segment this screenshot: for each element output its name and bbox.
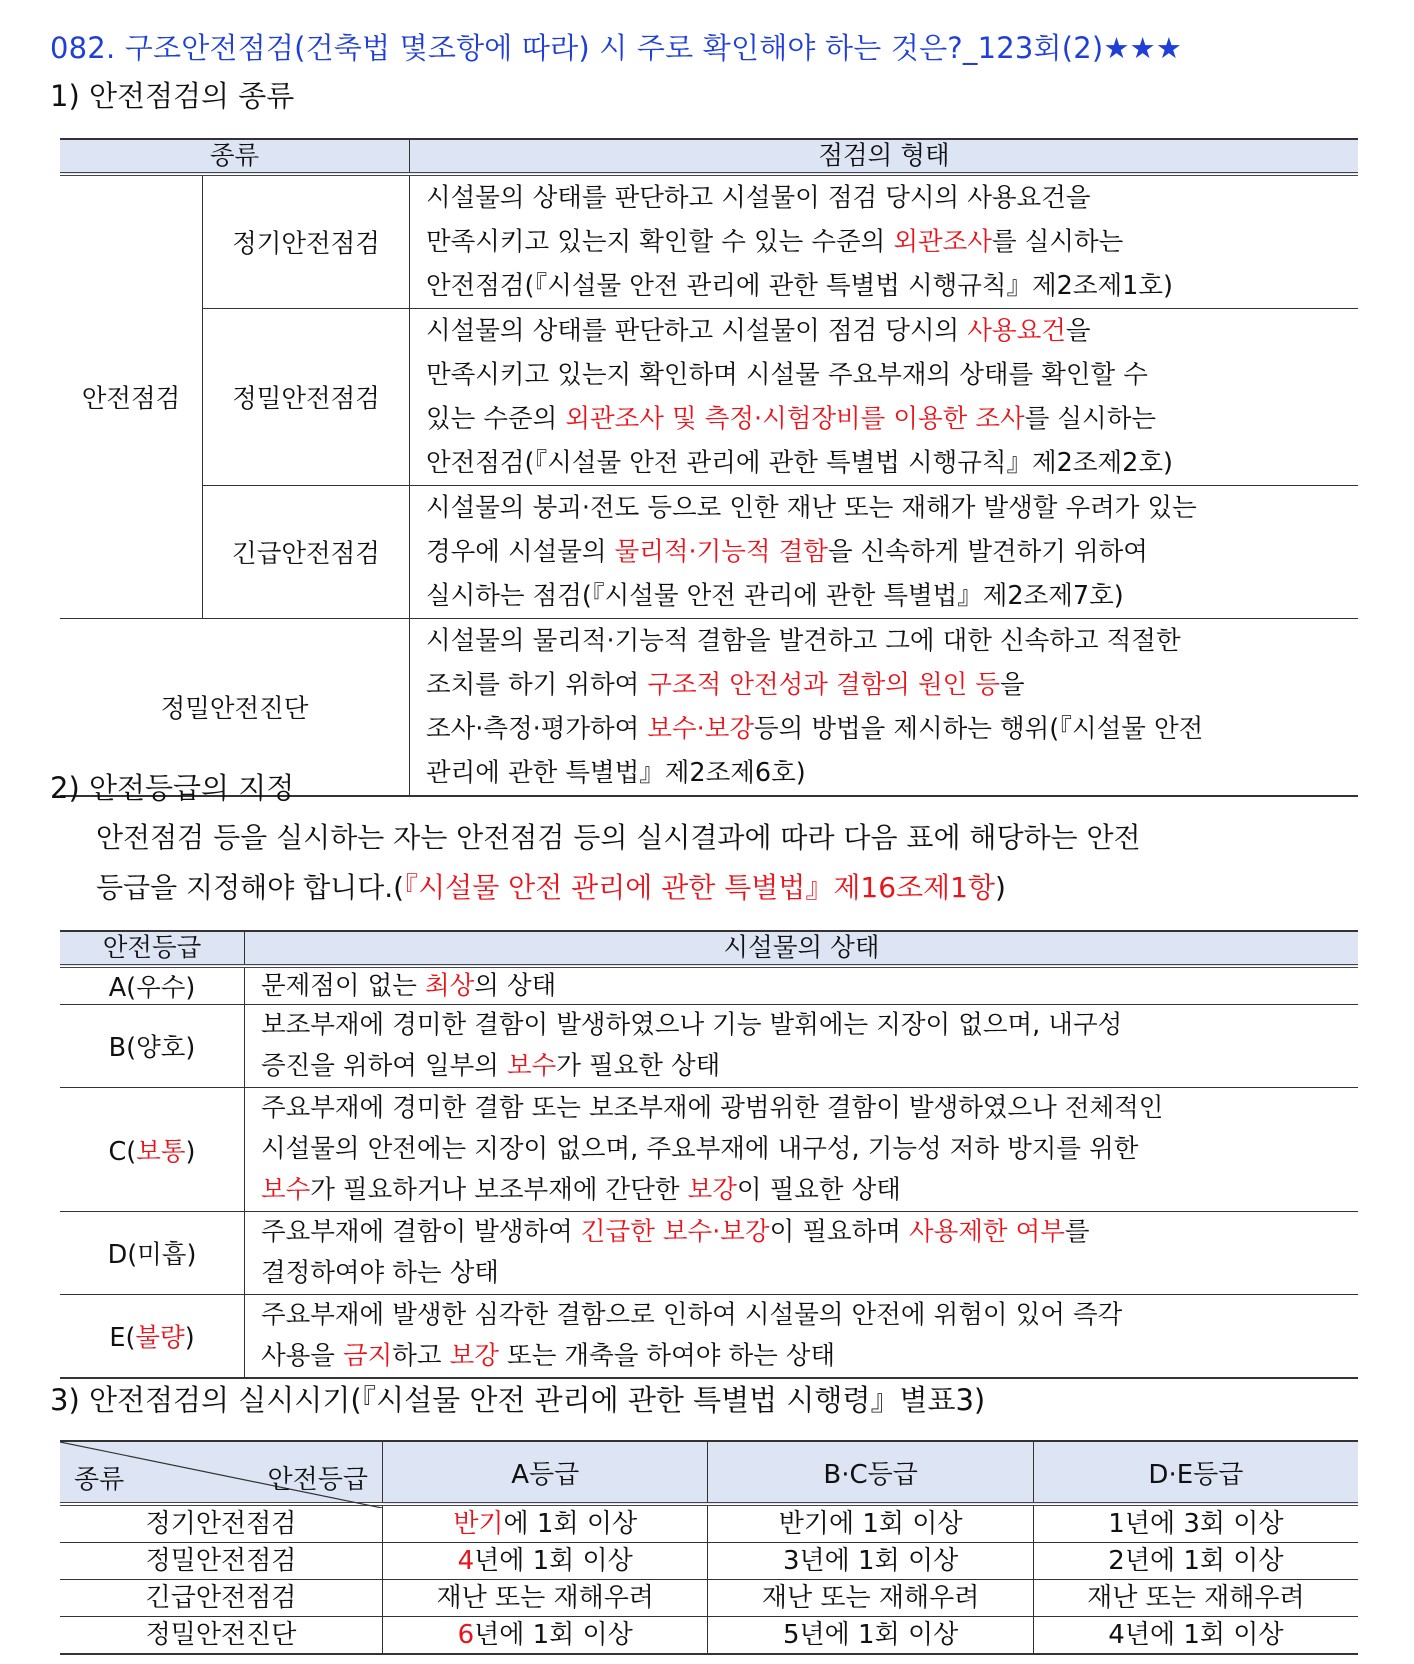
header-kind: 종류	[74, 1465, 125, 1495]
header-grade-a: A등급	[383, 1441, 708, 1504]
table-row: 정밀안전점검 4년에 1회 이상 3년에 1회 이상 2년에 1회 이상	[60, 1543, 1358, 1580]
section-1-heading: 1) 안전점검의 종류	[50, 79, 295, 113]
header-form: 점검의 형태	[410, 139, 1359, 174]
header-state: 시설물의 상태	[245, 931, 1359, 966]
table-row	[60, 174, 1358, 309]
header-grade-de: D·E등급	[1033, 1441, 1358, 1504]
header-kind: 종류	[60, 139, 410, 174]
table-row: 정밀안전진단 6년에 1회 이상 5년에 1회 이상 4년에 1회 이상	[60, 1617, 1358, 1655]
precise-inspection-label: 정밀안전점검	[203, 309, 410, 486]
header-grade: 안전등급	[60, 931, 245, 966]
precise-inspection-desc: 시설물의 상태를 판단하고 시설물이 점검 당시의 사용요건을 만족시키고 있는지 확인하며 시설물 주요부재의 상태를 확인할 수 있는 수준의 외관조사 및 측정·시험장비를 이용한 조사를 실시하는 안전점검(『시설물 안전 관리에 관한 특별법 시행규칙』제2조제2호)	[410, 309, 1359, 486]
table-row: 긴급안전점검 재난 또는 재해우려 재난 또는 재해우려 재난 또는 재해우려	[60, 1580, 1358, 1617]
group-label: 안전점검	[60, 174, 203, 619]
table-header-row	[60, 1441, 1358, 1504]
regular-inspection-desc: 시설물의 상태를 판단하고 시설물이 점검 당시의 사용요건을 만족시키고 있는지 확인할 수 있는 수준의 외관조사를 실시하는 안전점검(『시설물 안전 관리에 관한 특별법 시행규칙』제2조제1호)	[410, 174, 1359, 309]
table-header-row	[60, 139, 1358, 174]
table-header-row	[60, 931, 1358, 966]
emergency-inspection-label: 긴급안전점검	[203, 486, 410, 619]
section-2-heading: 2) 안전등급의 지정	[50, 771, 295, 805]
header-diagonal-cell	[60, 1441, 383, 1504]
regular-inspection-label: 정기안전점검	[203, 174, 410, 309]
grade-b: B(양호)	[60, 1005, 245, 1088]
table-row	[60, 486, 1358, 619]
inspection-schedule-table	[60, 1440, 1358, 1655]
question-title: 082. 구조안전점검(건축법 몇조항에 따라) 시 주로 확인해야 하는 것은?_123회(2)★★★	[50, 31, 1183, 65]
grade-e: E(불량)	[60, 1295, 245, 1379]
diagnosis-desc: 시설물의 물리적·기능적 결함을 발견하고 그에 대한 신속하고 적절한 조치를 하기 위하여 구조적 안전성과 결함의 원인 등을 조사·측정·평가하여 보수·보강등의 방법을 제시하는 행위(『시설물 안전 관리에 관한 특별법』제2조제6호)	[426, 626, 1204, 788]
section-3-heading: 3) 안전점검의 실시시기(『시설물 안전 관리에 관한 특별법 시행령』별표3)	[50, 1383, 986, 1417]
table-row: 정기안전점검 반기에 1회 이상 반기에 1회 이상 1년에 3회 이상	[60, 1504, 1358, 1543]
emergency-inspection-desc: 시설물의 붕괴·전도 등으로 인한 재난 또는 재해가 발생할 우려가 있는 경우에 시설물의 물리적·기능적 결함을 신속하게 발견하기 위하여 실시하는 점검(『시설물 안전 관리에 관한 특별법』제2조제7호)	[410, 486, 1359, 619]
diagnosis-label: 정밀안전진단	[60, 619, 410, 797]
section-2-paragraph-line1: 안전점검 등을 실시하는 자는 안전점검 등의 실시결과에 따라 다음 표에 해당하는 안전	[96, 821, 1141, 854]
table-row: A(우수) 문제점이 없는 최상의 상태	[60, 966, 1358, 1005]
header-grade-bc: B·C등급	[708, 1441, 1033, 1504]
inspection-types-table	[60, 138, 1358, 797]
grade-c: C(보통)	[60, 1088, 245, 1212]
table-row: E(불량) 주요부재에 발생한 심각한 결함으로 인하여 시설물의 안전에 위험이 있어 즉각 사용을 금지하고 보강 또는 개축을 하여야 하는 상태	[60, 1295, 1358, 1379]
grade-d: D(미흡)	[60, 1212, 245, 1295]
safety-grade-table	[60, 930, 1358, 1379]
table-row: B(양호) 보조부재에 경미한 결함이 발생하였으나 기능 발휘에는 지장이 없으며, 내구성 증진을 위하여 일부의 보수가 필요한 상태	[60, 1005, 1358, 1088]
section-2-paragraph-line2: 등급을 지정해야 합니다.(『시설물 안전 관리에 관한 특별법』제16조제1항)	[96, 871, 1006, 904]
grade-a: A(우수)	[60, 966, 245, 1005]
table-row: C(보통) 주요부재에 경미한 결함 또는 보조부재에 광범위한 결함이 발생하였으나 전체적인 시설물의 안전에는 지장이 없으며, 주요부재에 내구성, 기능성 저하 방지를 위한 보수가 필요하거나 보조부재에 간단한 보강이 필요한 상태	[60, 1088, 1358, 1212]
table-row	[60, 309, 1358, 486]
table-row: D(미흡) 주요부재에 결함이 발생하여 긴급한 보수·보강이 필요하며 사용제한 여부를 결정하여야 하는 상태	[60, 1212, 1358, 1295]
header-safety-grade: 안전등급	[267, 1465, 368, 1495]
